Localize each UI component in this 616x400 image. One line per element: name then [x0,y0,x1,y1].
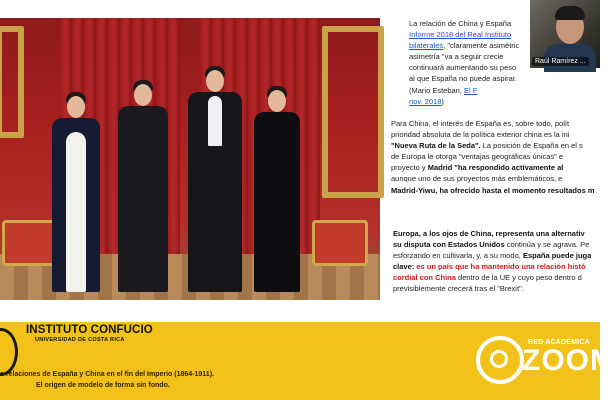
text: previsiblemente crecerá tras el "Brexit". [393,284,524,294]
text: La relación de China y España [409,19,512,28]
text-block-europe [393,228,600,295]
bold-text: clave: [393,262,415,272]
text: al que España no puede aspirar. (Mario Esteban, [409,74,517,95]
text: asimetría "va a seguir crecie [409,52,504,62]
text: , "claramente asimétric [443,41,520,51]
bold-text: Madrid-Yiwu, ha ofrecido hasta el momento resultados m [391,185,595,195]
text: esforzando en cultivarla, y, a su modo, [393,251,521,261]
text: de Europa le otorga "ventajas geográficas únicas" e [391,152,564,162]
el-pais-link[interactable]: El F [464,85,478,95]
date-link[interactable]: nov. 2018 [409,96,442,106]
footer-banner [0,322,616,400]
zoom-logo-icon [476,336,524,384]
informe-2018-link[interactable]: Informe 2018 del Real Instituto [409,30,512,40]
confucius-logo-icon [0,328,18,376]
highlight-text: es un país que ha mantenido una relación histó [416,262,586,272]
participant-name-label: Raúl Ramírez ... [532,57,589,66]
gilded-frame [322,26,384,198]
person [182,66,248,292]
brand-big: ZOOM [522,344,616,377]
text: proyecto y [391,163,426,173]
highlight-text: cordial con China [393,273,456,283]
bold-text: su disputa con Estados Unidos [393,240,505,250]
institute-name: INSTITUTO CONFUCIO [26,324,153,336]
text-block-bilateral-relation [409,18,534,107]
lecture-line: s relaciones de España y China en el fin del Imperio (1864-1911). [0,371,214,378]
text: dentro de la UE y cuyo peso dentro d [455,273,582,283]
gilded-frame [0,26,24,138]
bold-text: Madrid "ha respondido activamente al [427,163,564,173]
text: Para China, el interés de España es, sobre todo, polít [391,119,570,128]
text: La posición de España en el s [480,141,583,151]
participant-hair [555,6,585,20]
reception-photo [0,18,380,300]
university-name: UNIVERSIDAD DE COSTA RICA [35,337,125,343]
person [48,92,104,292]
person [250,86,304,292]
bold-text: "Nueva Ruta de la Seda". [391,141,481,151]
bold-text: Europa, a los ojos de China, representa una alternativ [393,229,585,238]
text: aunque uno de sus proyectos más emblemáticos, e [391,174,563,184]
text: continuará aumentando su peso [409,63,517,73]
bold-text: España puede juga [522,251,592,261]
lecture-line: El origen de modelo de forma sin fondo. [36,381,170,389]
text: ) [441,96,444,106]
lecture-title [0,370,214,392]
brand-small: RED ACADÉMICA [528,339,590,346]
text-block-china-interest [391,118,600,196]
person [112,80,174,292]
bilaterales-link[interactable]: bilaterales [409,41,444,51]
chair [312,220,368,266]
text: continúa y se agrava. Pe [504,240,590,250]
text: prioridad absoluta de la política exterior china es la ini [391,130,570,140]
participant-video-tile[interactable] [530,0,600,68]
